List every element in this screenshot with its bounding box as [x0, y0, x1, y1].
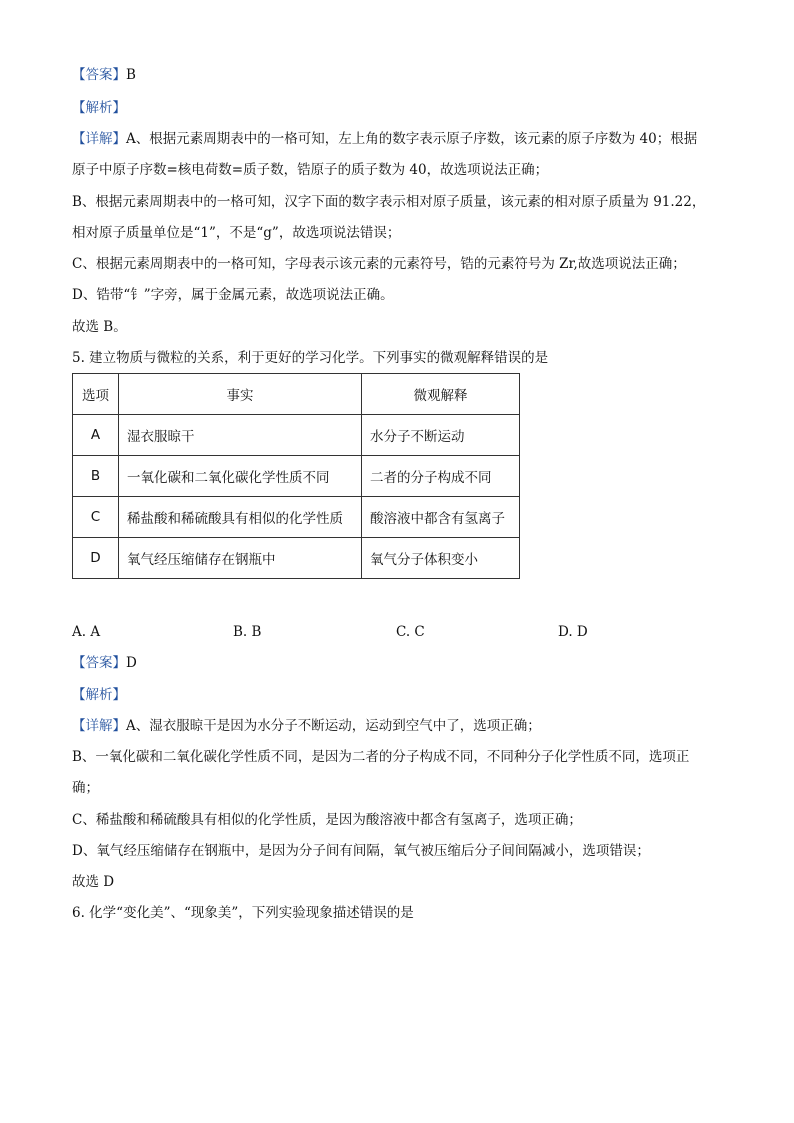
option-a: A. A	[72, 624, 101, 640]
detail-text: 确；	[72, 780, 99, 796]
table-cell: 湿衣服晾干	[119, 415, 362, 456]
analysis-tag: 【解析】	[72, 100, 126, 116]
q4-answer-line	[72, 65, 136, 85]
header-cell: 微观解释	[362, 374, 520, 415]
option-d: D. D	[558, 624, 588, 640]
table-cell: 氧气分子体积变小	[362, 538, 520, 579]
detail-text: A、湿衣服晾干是因为水分子不断运动，运动到空气中了，选项正确；	[126, 718, 541, 734]
detail-text: A、根据元素周期表中的一格可知，左上角的数字表示原子序数，该元素的原子序数为 40；根据	[126, 131, 698, 147]
conclusion-text: 故选 B。	[72, 319, 127, 335]
detail-tag: 【详解】	[72, 718, 126, 734]
table-row	[73, 456, 520, 497]
header-cell: 事实	[119, 374, 362, 415]
answer-tag: 【答案】	[72, 655, 126, 671]
table-header-row	[73, 374, 520, 415]
table-cell: A	[73, 415, 119, 456]
analysis-tag: 【解析】	[72, 687, 126, 703]
detail-text: C、稀盐酸和稀硫酸具有相似的化学性质，是因为酸溶液中都含有氢离子，选项正确；	[72, 812, 582, 828]
conclusion-text: 故选 D	[72, 874, 115, 890]
table-cell: D	[73, 538, 119, 579]
answer-value: B	[126, 67, 136, 83]
detail-text: B、根据元素周期表中的一格可知，汉字下面的数字表示相对原子质量，该元素的相对原子质量为 91.22，	[72, 194, 706, 210]
table-cell: 氧气经压缩储存在钢瓶中	[119, 538, 362, 579]
detail-text: B、一氧化碳和二氧化碳化学性质不同，是因为二者的分子构成不同，不同种分子化学性质不同，选项正	[72, 749, 690, 765]
table-row	[73, 538, 520, 579]
detail-text: 相对原子质量单位是“1”，不是“g”，故选项说法错误；	[72, 225, 401, 241]
detail-text: C、根据元素周期表中的一格可知，字母表示该元素的元素符号，锆的元素符号为 Zr,故选项说法正确；	[72, 256, 686, 272]
answer-value: D	[126, 655, 137, 671]
table-row	[73, 415, 520, 456]
table-cell: B	[73, 456, 119, 497]
table-row	[73, 497, 520, 538]
table-cell: 稀盐酸和稀硫酸具有相似的化学性质	[119, 497, 362, 538]
facts-table	[72, 373, 520, 579]
option-b: B. B	[233, 624, 262, 640]
table-cell: 一氧化碳和二氧化碳化学性质不同	[119, 456, 362, 497]
option-c: C. C	[396, 624, 425, 640]
detail-text: D、氧气经压缩储存在钢瓶中，是因为分子间有间隔，氧气被压缩后分子间间隔减小，选项错误；	[72, 843, 650, 859]
detail-text: D、锆带“钅”字旁，属于金属元素，故选项说法正确。	[72, 287, 394, 303]
q5-detail-line	[72, 716, 541, 736]
q5-answer-line	[72, 653, 137, 673]
question-stem: 6. 化学“变化美”、“现象美”，下列实验现象描述错误的是	[72, 905, 414, 921]
table-cell: C	[73, 497, 119, 538]
detail-tag: 【详解】	[72, 131, 126, 147]
table-cell: 水分子不断运动	[362, 415, 520, 456]
header-cell: 选项	[73, 374, 119, 415]
question-stem: 5. 建立物质与微粒的关系，利于更好的学习化学。下列事实的微观解释错误的是	[72, 350, 549, 366]
detail-text: 原子中原子序数=核电荷数=质子数，锆原子的质子数为 40，故选项说法正确；	[72, 162, 549, 178]
table-cell: 酸溶液中都含有氢离子	[362, 497, 520, 538]
table-cell: 二者的分子构成不同	[362, 456, 520, 497]
q4-detail-line	[72, 129, 697, 149]
answer-tag: 【答案】	[72, 67, 126, 83]
